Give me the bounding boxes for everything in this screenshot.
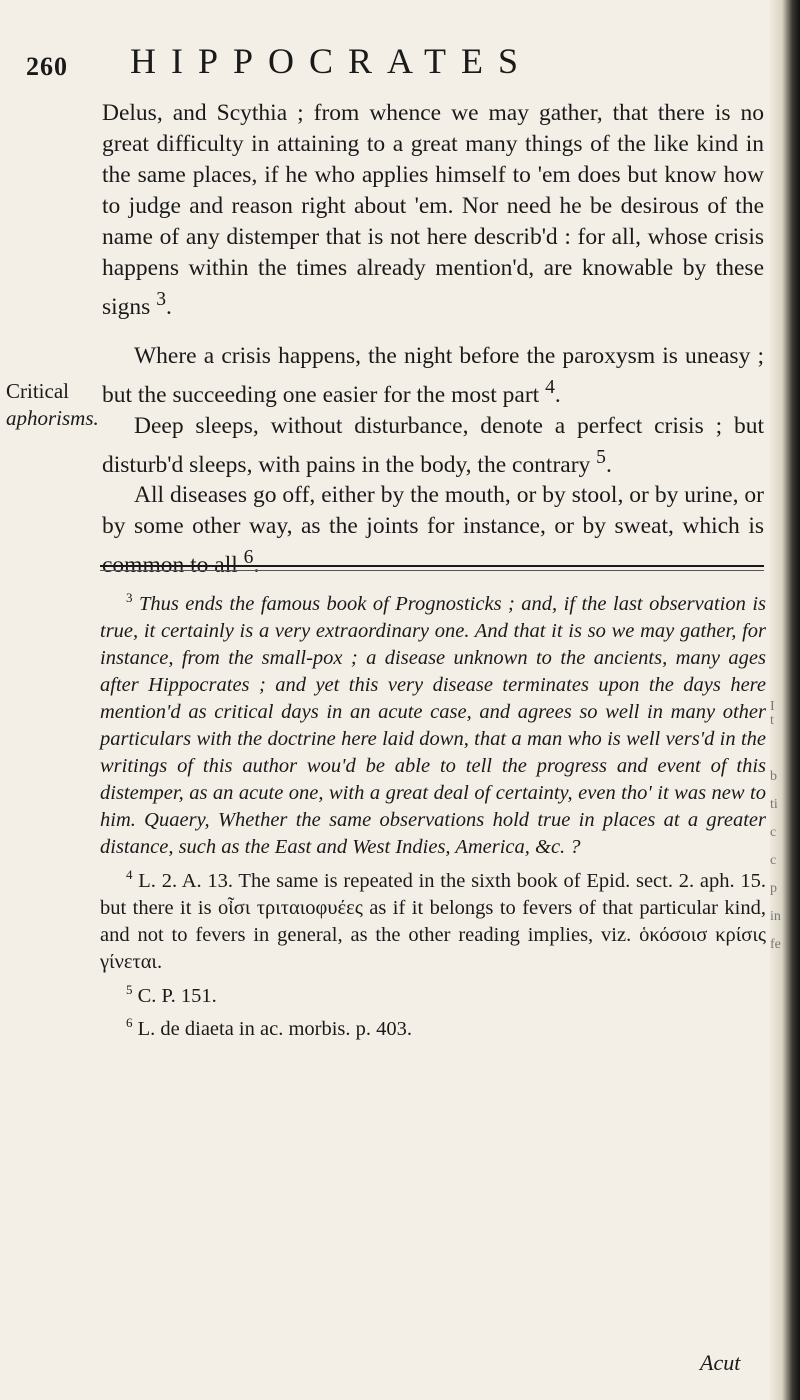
footnote-text: C. P. 151.: [137, 984, 217, 1007]
footnote: [100, 1009, 766, 1043]
footnote-number: 5: [126, 981, 133, 997]
footnote-text: L. 2. A. 13. The same is repeated in the sixth book of Epid. sect. 2. aph. 15. but there it is οἶσι τριταιοφυέες as if it belongs to fevers of that particular kind, and not to fevers in general, as the other reading implies, viz. ὁκόσοισ κρίσις γίνεται.: [100, 869, 766, 973]
paragraph-text: Deep sleeps, without disturbance, denote a perfect crisis ; but disturb'd sleeps, with pains in the body, the contrary: [102, 412, 764, 478]
footnote-number: 6: [126, 1015, 133, 1031]
running-head: HIPPOCRATES: [130, 41, 534, 81]
footnote-rule: [100, 565, 764, 567]
paragraph: Where a crisis happens, the night before the paroxysm is uneasy ; but the succeeding one easier for the most part $^4$.: [102, 342, 764, 408]
note-ref: 6: [243, 547, 254, 569]
footnote-text: L. de diaeta in ac. morbis. p. 403.: [137, 1018, 413, 1041]
footnote: [100, 584, 766, 861]
footnote: [100, 976, 766, 1010]
footnote-rule: [100, 570, 764, 571]
note-ref: 5: [596, 446, 606, 468]
paragraph-text: Where a crisis happens, the night before the paroxysm is uneasy ; but the succeeding one easier for the most part: [102, 342, 764, 408]
footnote-number: 3: [126, 590, 133, 605]
facing-page-bleed: b ti c c p in fe: [770, 769, 781, 952]
note-ref: 4: [545, 376, 555, 398]
paragraph-text: All diseases go off, either by the mouth, or by stool, or by urine, or by some other way, as the joints for instance, or by sweat, which is common to all: [102, 482, 764, 579]
paragraph: Delus, and Scythia ; from whence we may gather, that there is no great difficulty in attaining to a great many things of the like kind in the same places, if he who applies himself to 'em does but know how to judge and reason right about 'em. Nor need he be desirous of the name of any distemper that is not here describ'd : for all, whose crisis happens within the times already mention'd, are knowable by these signs $^3$.: [102, 100, 764, 320]
note-ref: 3: [156, 289, 166, 310]
paragraph: All diseases go off, either by the mouth, or by stool, or by urine, or by some other way, as the joints for instance, or by sweat, which is common to all $^6$.: [102, 482, 764, 579]
margin-note-line: aphorisms.: [6, 406, 99, 430]
page-number: 260: [26, 52, 68, 81]
margin-note-critical: [6, 378, 99, 432]
paragraph-text: Delus, and Scythia ; from whence we may gather, that there is no great difficulty in attaining to a great many things of the like kind in the same places, if he who applies himself to 'em does but know how to judge and reason right about 'em. Nor need he be desirous of the name of any distemper that is not here describ'd : for all, whose crisis happens within the times already mention'd, are knowable by these signs: [102, 100, 764, 320]
catchword: Acut: [700, 1350, 741, 1375]
paragraph: Deep sleeps, without disturbance, denote a perfect crisis ; but disturb'd sleeps, with pains in the body, the contrary $^5$.: [102, 412, 764, 478]
margin-note-line: Critical: [6, 379, 69, 403]
footnote-number: 4: [126, 866, 133, 882]
footnotes: [100, 584, 766, 1043]
footnote: [100, 861, 766, 976]
facing-page-bleed: I t: [770, 699, 775, 728]
footnote-text: Thus ends the famous book of Prognosticks ; and, if the last observation is true, it certainly is a very extraordinary one. And that it is so we may gather, for instance, from the small-pox ; a disease unknown to the ancients, many ages after Hippocrates ; and yet this very disease terminates upon the days here mention'd as critical days in an acute case, and agrees so well in many other particulars with the doctrine here laid down, that a man who is well vers'd in the writings of this author wou'd be able to tell the progress and event of this distemper, as an acute one, with a great deal of certainty, even tho' it was new to him. Quaery, Whether the same observations hold true in places at a greater distance, such as the East and West Indies, America, &c. ?: [100, 592, 767, 858]
main-text: [102, 98, 764, 581]
